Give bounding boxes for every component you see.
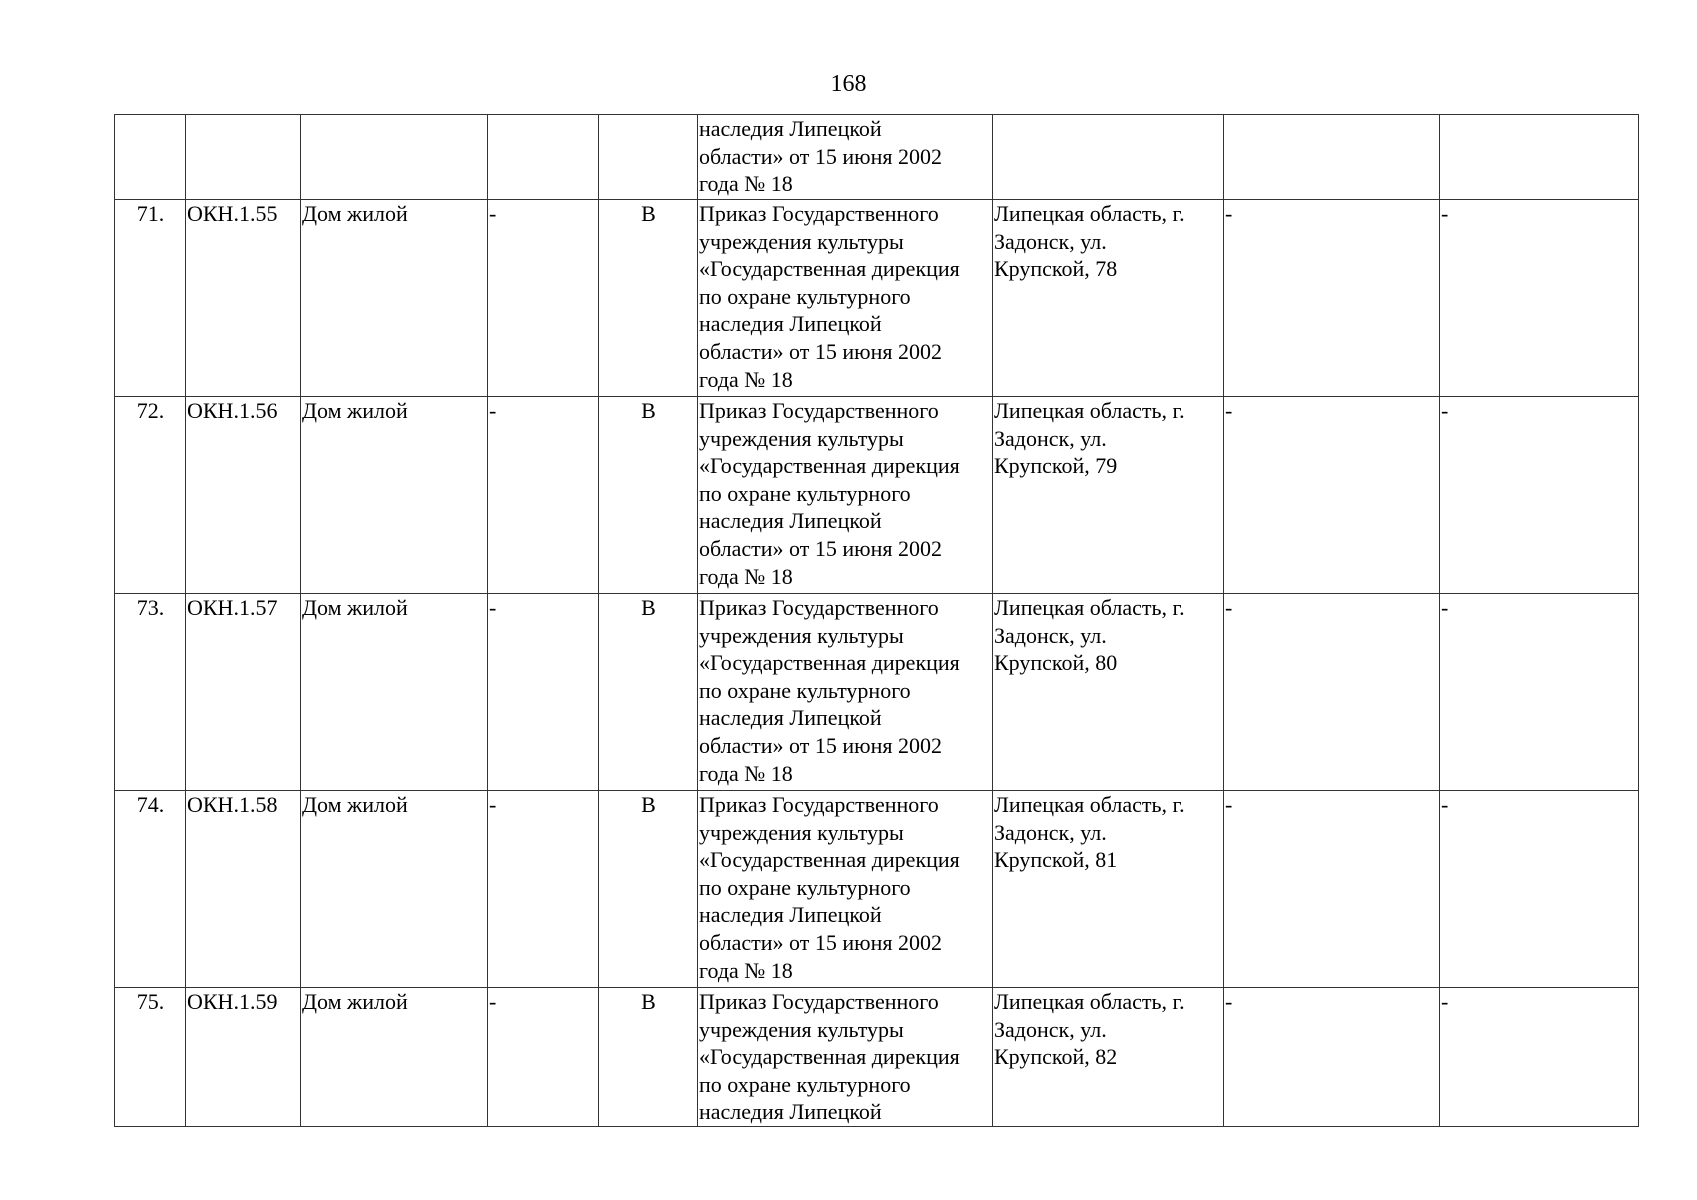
cell-dating: - <box>488 791 599 988</box>
cell-col9: - <box>1440 200 1639 397</box>
cell-dating: - <box>488 988 599 1127</box>
cell-code: ОКН.1.56 <box>186 397 301 594</box>
cell-num: 73. <box>115 594 186 791</box>
heritage-registry-table <box>114 114 1639 1127</box>
cell-col9 <box>1440 115 1639 200</box>
cell-category: В <box>599 397 698 594</box>
cell-category <box>599 115 698 200</box>
cell-name: Дом жилой <box>301 200 488 397</box>
cell-num: 74. <box>115 791 186 988</box>
cell-col8: - <box>1224 988 1440 1127</box>
cell-dating: - <box>488 200 599 397</box>
table-row <box>115 200 1639 397</box>
cell-name <box>301 115 488 200</box>
table-row <box>115 594 1639 791</box>
cell-category: В <box>599 594 698 791</box>
cell-col8: - <box>1224 200 1440 397</box>
cell-document: наследия Липецкой области» от 15 июня 2002 года № 18 <box>698 115 993 200</box>
cell-document: Приказ Государственного учреждения культуры «Государственная дирекция по охране культурного наследия Липецкой <box>698 988 993 1127</box>
cell-col9: - <box>1440 791 1639 988</box>
cell-name: Дом жилой <box>301 791 488 988</box>
cell-col9: - <box>1440 397 1639 594</box>
cell-col9: - <box>1440 988 1639 1127</box>
cell-name: Дом жилой <box>301 988 488 1127</box>
cell-code: ОКН.1.59 <box>186 988 301 1127</box>
cell-col9: - <box>1440 594 1639 791</box>
cell-category: В <box>599 200 698 397</box>
cell-address: Липецкая область, г. Задонск, ул. Крупской, 81 <box>993 791 1224 988</box>
table-row <box>115 791 1639 988</box>
table-row-continuation <box>115 115 1639 200</box>
cell-address: Липецкая область, г. Задонск, ул. Крупской, 78 <box>993 200 1224 397</box>
cell-document: Приказ Государственного учреждения культуры «Государственная дирекция по охране культурного наследия Липецкой области» от 15 июня 2002 года № 18 <box>698 397 993 594</box>
cell-category: В <box>599 988 698 1127</box>
table-row <box>115 397 1639 594</box>
cell-document: Приказ Государственного учреждения культуры «Государственная дирекция по охране культурного наследия Липецкой области» от 15 июня 2002 года № 18 <box>698 200 993 397</box>
cell-name: Дом жилой <box>301 594 488 791</box>
cell-col8: - <box>1224 397 1440 594</box>
cell-col8: - <box>1224 594 1440 791</box>
cell-address: Липецкая область, г. Задонск, ул. Крупской, 80 <box>993 594 1224 791</box>
cell-code: ОКН.1.55 <box>186 200 301 397</box>
cell-code: ОКН.1.57 <box>186 594 301 791</box>
cell-category: В <box>599 791 698 988</box>
cell-document: Приказ Государственного учреждения культуры «Государственная дирекция по охране культурного наследия Липецкой области» от 15 июня 2002 года № 18 <box>698 791 993 988</box>
cell-num: 75. <box>115 988 186 1127</box>
table-row <box>115 988 1639 1127</box>
cell-address: Липецкая область, г. Задонск, ул. Крупской, 82 <box>993 988 1224 1127</box>
cell-dating: - <box>488 594 599 791</box>
cell-num <box>115 115 186 200</box>
page-number: 168 <box>830 71 867 97</box>
cell-document: Приказ Государственного учреждения культуры «Государственная дирекция по охране культурного наследия Липецкой области» от 15 июня 2002 года № 18 <box>698 594 993 791</box>
cell-num: 71. <box>115 200 186 397</box>
cell-code: ОКН.1.58 <box>186 791 301 988</box>
cell-code <box>186 115 301 200</box>
cell-name: Дом жилой <box>301 397 488 594</box>
cell-col8: - <box>1224 791 1440 988</box>
cell-dating: - <box>488 397 599 594</box>
cell-address: Липецкая область, г. Задонск, ул. Крупской, 79 <box>993 397 1224 594</box>
cell-num: 72. <box>115 397 186 594</box>
cell-dating <box>488 115 599 200</box>
cell-col8 <box>1224 115 1440 200</box>
cell-address <box>993 115 1224 200</box>
